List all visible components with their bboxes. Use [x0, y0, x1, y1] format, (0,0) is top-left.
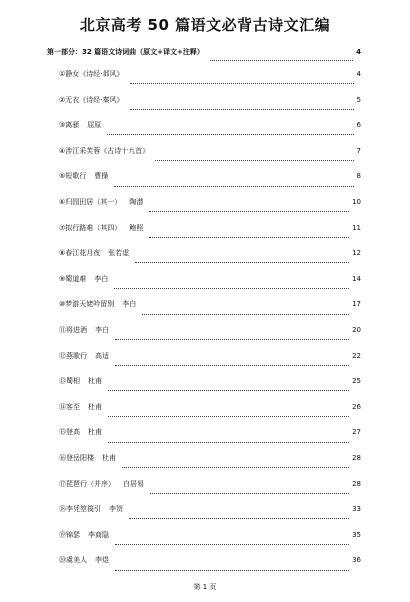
toc-leader-dots: [130, 109, 354, 110]
toc-leader-dots: [114, 186, 353, 187]
toc-entry[interactable]: [47, 427, 361, 453]
toc-leader-dots: [129, 518, 349, 519]
toc-entry-title: ④涉江采芙蓉《古诗十九首》: [59, 146, 150, 155]
toc-entry-title: ⑩梦游天姥吟留别: [59, 300, 115, 309]
toc-entry[interactable]: [47, 274, 361, 300]
toc-entry-author: 屈原: [87, 121, 102, 130]
toc-entry-page: 28: [352, 453, 361, 462]
toc-entry-page: 20: [352, 325, 361, 334]
toc-entry[interactable]: [47, 299, 361, 325]
toc-leader-dots: [149, 237, 349, 238]
toc-entry-author: 李白: [95, 325, 109, 334]
toc-leader-dots: [115, 365, 349, 366]
toc-leader-dots: [115, 570, 349, 571]
toc-section-label: 第一部分：32 篇语文诗词曲（原文+译文+注释）: [47, 48, 204, 56]
toc-entry-page: 22: [352, 351, 361, 360]
toc-entry-page: 26: [352, 402, 361, 411]
toc-entry[interactable]: [47, 197, 361, 223]
toc-entry-author: 曹操: [94, 172, 109, 181]
toc-entry-page: 12: [352, 249, 361, 258]
toc-entry-author: 张若虚: [108, 249, 130, 258]
toc-entry[interactable]: [47, 223, 361, 249]
toc-entry-page: 14: [352, 274, 361, 283]
toc-entry-page: 28: [352, 479, 361, 488]
toc-entry[interactable]: [47, 402, 361, 428]
toc-entry-author: 李煜: [95, 556, 109, 565]
toc-entry-title: ⑥归园田居（其一）: [59, 197, 122, 206]
toc-entry[interactable]: [47, 555, 361, 581]
toc-entry-title: ①静女《诗经·邶风》: [59, 70, 124, 78]
toc-entry[interactable]: [47, 69, 361, 95]
toc-entry-title: ⑨蜀道难: [59, 274, 87, 283]
toc-entry[interactable]: [47, 171, 361, 197]
toc-entry-author: 李贺: [109, 505, 123, 514]
page-footer: 第 1 页: [193, 583, 217, 591]
toc-entry-page: 11: [352, 223, 361, 232]
toc-entry-page: 35: [352, 530, 361, 539]
toc-entry-title: ⑬蜀相: [59, 377, 80, 386]
toc-entry-page: 6: [356, 121, 361, 130]
toc-entry-page: 5: [356, 95, 361, 104]
toc-entry[interactable]: [47, 530, 361, 556]
document-title: 北京高考 50 篇语文必背古诗文汇编: [79, 16, 331, 34]
toc-entry-author: 高适: [95, 351, 109, 360]
toc-section-page: 4: [356, 48, 361, 56]
toc-entry-title: ⑱李凭箜篌引: [59, 505, 101, 514]
toc-entry[interactable]: [47, 248, 361, 274]
toc-leader-dots: [122, 467, 349, 468]
toc-entry[interactable]: [47, 479, 361, 505]
table-of-contents: [47, 47, 361, 581]
toc-entry-title: ⑮登高: [59, 428, 80, 437]
toc-entry-author: 李白: [122, 300, 137, 309]
toc-leader-dots: [115, 544, 349, 545]
toc-entry[interactable]: [47, 504, 361, 530]
toc-entry[interactable]: [47, 351, 361, 377]
toc-entry-page: 4: [356, 70, 361, 78]
toc-entry[interactable]: [47, 146, 361, 172]
toc-entry-title: ③离骚: [59, 121, 80, 130]
toc-entry-author: 杜甫: [88, 428, 102, 437]
toc-entry[interactable]: [47, 95, 361, 121]
toc-leader-dots: [210, 60, 353, 61]
toc-leader-dots: [135, 262, 349, 263]
toc-section-row[interactable]: [47, 47, 361, 69]
toc-entry-author: 杜甫: [102, 453, 116, 462]
toc-entry[interactable]: [47, 325, 361, 351]
toc-leader-dots: [107, 134, 353, 135]
toc-entry-page: 17: [352, 300, 361, 309]
toc-entry-title: ⑫燕歌行: [59, 351, 87, 360]
toc-entry-page: 8: [356, 172, 361, 181]
toc-entry-title: ⑯登岳阳楼: [59, 453, 94, 462]
toc-entry-page: 36: [352, 556, 361, 565]
toc-entry-page: 25: [352, 377, 361, 386]
toc-leader-dots: [130, 83, 354, 84]
toc-leader-dots: [114, 288, 349, 289]
toc-entry-title: ⑰琵琶行（并序）: [59, 479, 115, 488]
toc-entry[interactable]: [47, 376, 361, 402]
toc-leader-dots: [149, 211, 349, 212]
toc-entry-author: 杜甫: [88, 402, 102, 411]
toc-entry-page: 27: [352, 428, 361, 437]
toc-entry[interactable]: [47, 453, 361, 479]
toc-entry-title: ⑦拟行路难（其四）: [59, 223, 122, 232]
toc-entry-author: 杜甫: [88, 377, 102, 386]
toc-entry-title: ②无衣《诗经·秦风》: [59, 95, 124, 104]
toc-entry-title: ⑭客至: [59, 402, 80, 411]
toc-entry[interactable]: [47, 120, 361, 146]
toc-entry-page: 33: [352, 505, 361, 514]
toc-leader-dots: [108, 390, 349, 391]
toc-entry-title: ⑧春江花月夜: [59, 249, 101, 258]
toc-entry-title: ⑳虞美人: [59, 556, 87, 565]
toc-entry-title: ⑪将进酒: [59, 325, 87, 334]
toc-entry-page: 7: [356, 146, 361, 155]
toc-leader-dots: [155, 160, 353, 161]
toc-leader-dots: [108, 442, 349, 443]
toc-entry-title: ⑤短歌行: [59, 172, 87, 181]
toc-entry-author: 陶潜: [129, 197, 144, 206]
toc-entry-author: 白居易: [123, 479, 144, 488]
toc-entry-page: 10: [352, 197, 361, 206]
toc-entry-title: ⑲锦瑟: [59, 530, 80, 539]
toc-leader-dots: [142, 314, 349, 315]
toc-leader-dots: [150, 493, 349, 494]
toc-leader-dots: [115, 339, 349, 340]
toc-leader-dots: [108, 416, 349, 417]
toc-entry-author: 李白: [94, 274, 109, 283]
toc-entry-author: 鲍照: [129, 223, 144, 232]
toc-entry-author: 李商隐: [88, 530, 109, 539]
